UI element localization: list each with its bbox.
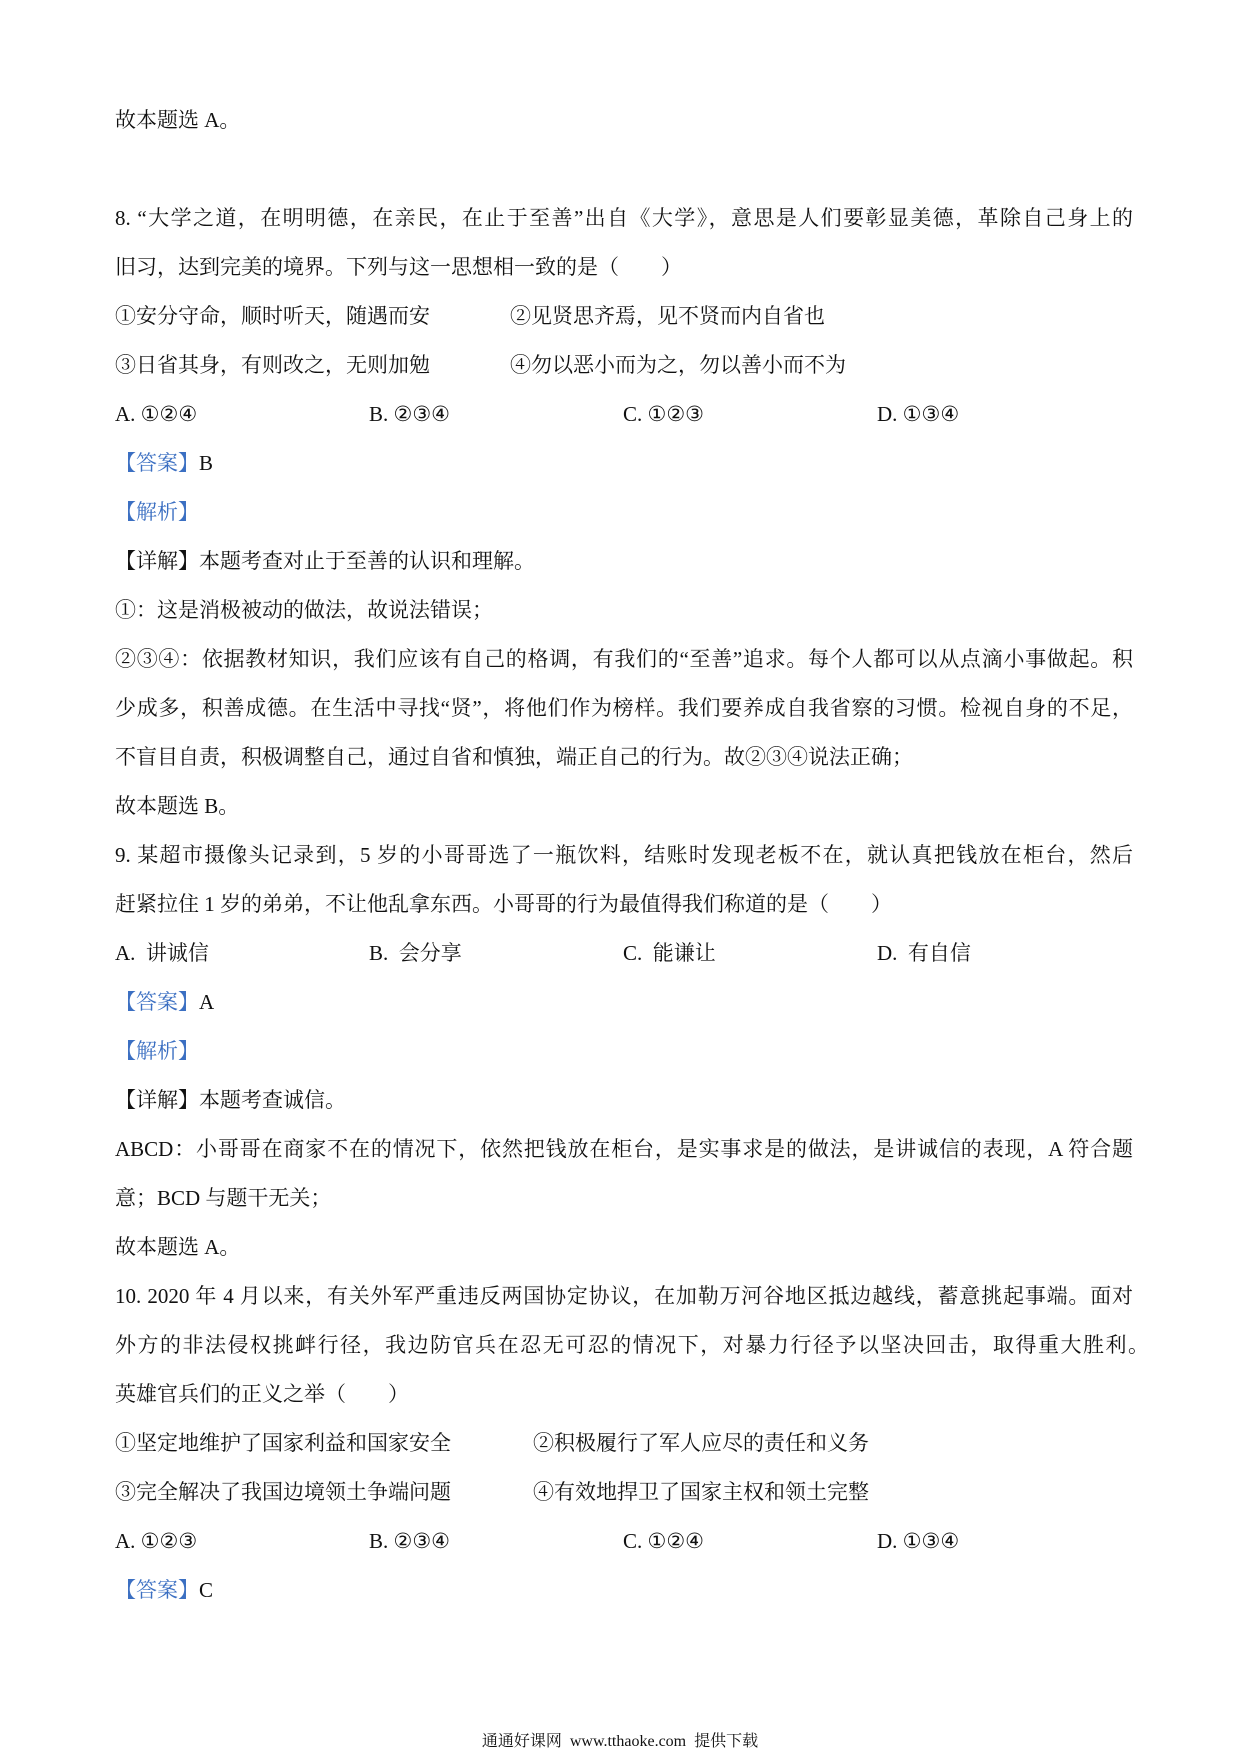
question-stem-line: 旧习，达到完美的境界。下列与这一思想相一致的是（ ） [115,255,682,279]
answer-label: 【答案】 [115,1578,199,1602]
answer-label: 【答案】 [115,451,199,475]
statement-1: ①坚定地维护了国家利益和国家安全 [115,1431,451,1455]
question-stem-line [115,194,1133,243]
footer-watermark: 通通好课网 www.tthaoke.com 提供下载 [481,1733,759,1750]
detail-line: ①：这是消极被动的做法，故说法错误； [115,598,493,622]
blank-spacer [115,145,1133,194]
detail-line: 不盲目自责，积极调整自己，通过自省和慎独，端正自己的行为。故②③④说法正确； [115,745,913,769]
option-d: D. 有自信 [877,941,971,965]
option-c: C. ①②③ [623,402,704,426]
option-b: B. 会分享 [369,941,462,965]
answer-value: B [199,451,214,475]
option-b: B. ②③④ [369,1529,450,1553]
question-number: 8. [115,206,131,230]
statement-2: ②积极履行了军人应尽的责任和义务 [533,1431,869,1455]
question-stem-line: 外方的非法侵权挑衅行径，我边防官兵在忍无可忍的情况下，对暴力行径予以坚决回击，取得重大胜利。 [115,1333,1149,1357]
option-a: A. 讲诚信 [115,941,209,965]
option-b: B. ②③④ [369,402,450,426]
statement-2: ②见贤思齐焉，见不贤而内自省也 [510,304,825,328]
detail-line [115,1076,1133,1125]
question-stem-line: 赶紧拉住 1 岁的弟弟，不让他乱拿东西。小哥哥的行为最值得我们称道的是（ ） [115,892,892,916]
statement-row [115,292,1133,341]
option-a: A. ①②④ [115,402,198,426]
question-10 [115,1272,1149,1615]
option-d: D. ①③④ [877,1529,960,1553]
analysis-label: 【解析】 [115,1039,199,1063]
question-8 [115,194,1133,831]
detail-conclusion: 故本题选 B。 [115,794,240,818]
question-stem-text: “大学之道，在明明德，在亲民，在止于至善”出自《大学》，意思是人们要彰显美德，革除自己身上的 [137,206,1133,230]
page-content [115,96,1149,1615]
statement-4: ④勿以恶小而为之，勿以善小而不为 [510,353,846,377]
detail-line: 少成多，积善成德。在生活中寻找“贤”，将他们作为榜样。我们要养成自我省察的习惯。检视自身的不足， [115,696,1133,720]
detail-label: 【详解】 [115,549,199,573]
question-stem-line [115,831,1133,880]
option-a: A. ①②③ [115,1529,198,1553]
statement-row [115,1468,1133,1517]
previous-question-conclusion: 故本题选 A。 [115,108,241,132]
statement-4: ④有效地捍卫了国家主权和领土完整 [533,1480,869,1504]
option-c: C. 能谦让 [623,941,716,965]
detail-line [115,537,1133,586]
question-stem-text: 某超市摄像头记录到，5 岁的小哥哥选了一瓶饮料，结账时发现老板不在，就认真把钱放在柜台，然后 [137,843,1133,867]
options-row [115,929,1133,978]
detail-label: 【详解】 [115,1088,199,1112]
answer-label: 【答案】 [115,990,199,1014]
options-row [115,390,1133,439]
detail-line: ABCD：小哥哥在商家不在的情况下，依然把钱放在柜台，是实事求是的做法，是讲诚信的表现，A 符合题 [115,1137,1133,1161]
option-d: D. ①③④ [877,402,960,426]
detail-text: 本题考查对止于至善的认识和理解。 [199,549,535,573]
detail-line: 意；BCD 与题干无关； [115,1186,332,1210]
question-stem-line [115,1272,1133,1321]
option-c: C. ①②④ [623,1529,704,1553]
detail-line: ②③④：依据教材知识，我们应该有自己的格调，有我们的“至善”追求。每个人都可以从点滴小事做起。积 [115,647,1133,671]
analysis-label: 【解析】 [115,500,199,524]
statement-1: ①安分守命，顺时听天，随遇而安 [115,304,430,328]
answer-value: A [199,990,215,1014]
statement-3: ③日省其身，有则改之，无则加勉 [115,353,430,377]
answer-value: C [199,1578,214,1602]
question-stem-line: 英雄官兵们的正义之举（ ） [115,1382,409,1406]
answer-line [115,439,1133,488]
question-number: 9. [115,843,131,867]
statement-row [115,1419,1133,1468]
question-stem-text: 2020 年 4 月以来，有关外军严重违反两国协定协议，在加勒万河谷地区抵边越线，蓄意挑起事端。面对 [147,1284,1133,1308]
answer-line [115,1566,1133,1615]
detail-text: 本题考查诚信。 [199,1088,346,1112]
question-9 [115,831,1133,1272]
question-number: 10. [115,1284,142,1308]
detail-conclusion: 故本题选 A。 [115,1235,241,1259]
statement-3: ③完全解决了我国边境领土争端问题 [115,1480,451,1504]
answer-line [115,978,1133,1027]
statement-row [115,341,1133,390]
options-row [115,1517,1133,1566]
